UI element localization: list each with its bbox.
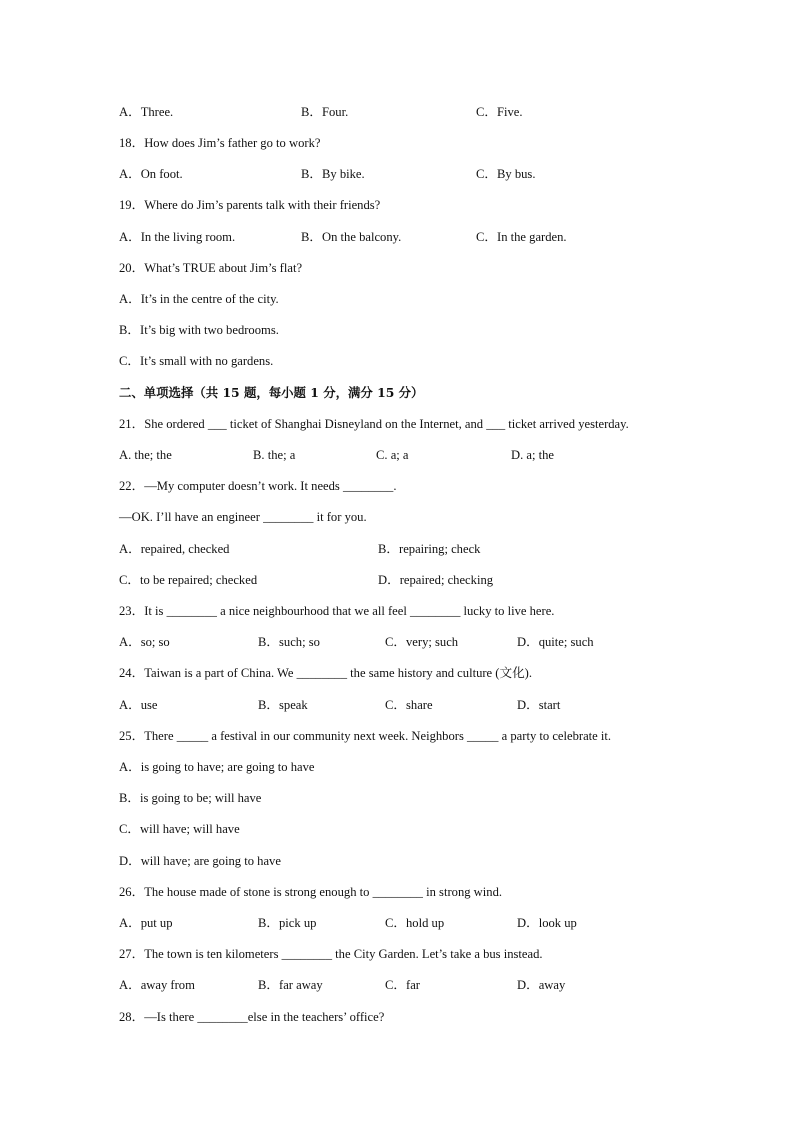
option-c: C．far xyxy=(385,978,420,992)
option-b: B. the; a xyxy=(253,448,296,462)
option-c: C．Five. xyxy=(476,105,523,119)
option-a: A．repaired, checked xyxy=(119,542,230,556)
question-18-stem: 18．How does Jim’s father go to work? xyxy=(119,136,321,150)
question-28-stem: 28．—Is there ________else in the teachers’ office? xyxy=(119,1010,385,1024)
option-c: C．very; such xyxy=(385,635,459,649)
option-c: C．By bus. xyxy=(476,167,536,181)
option-d: D．start xyxy=(517,698,561,712)
option-d: D．away xyxy=(517,978,566,992)
option-a: A．Three. xyxy=(119,105,174,119)
option-c: C. a; a xyxy=(376,448,409,462)
option-b: B．is going to be; will have xyxy=(119,791,262,805)
option-b: B．On the balcony. xyxy=(301,230,402,244)
question-20-stem: 20．What’s TRUE about Jim’s flat? xyxy=(119,261,303,275)
question-25-stem: 25．There _____ a festival in our community next week. Neighbors _____ a party to celebrate it. xyxy=(119,729,612,743)
question-26-stem: 26．The house made of stone is strong enough to ________ in strong wind. xyxy=(119,885,503,899)
option-a: A．is going to have; are going to have xyxy=(119,760,315,774)
option-b: B．repairing; check xyxy=(378,542,481,556)
option-a: A．use xyxy=(119,698,158,712)
option-c: C．share xyxy=(385,698,433,712)
option-c: C．It’s small with no gardens. xyxy=(119,354,274,368)
option-b: B．By bike. xyxy=(301,167,365,181)
option-d: D．look up xyxy=(517,916,577,930)
option-a: A．so; so xyxy=(119,635,170,649)
option-d: D．will have; are going to have xyxy=(119,854,281,868)
option-c: C．will have; will have xyxy=(119,822,240,836)
option-b: B．speak xyxy=(258,698,308,712)
option-c: C．to be repaired; checked xyxy=(119,573,258,587)
option-d: D．repaired; checking xyxy=(378,573,494,587)
question-22-dialogue: —OK. I’ll have an engineer ________ it for you. xyxy=(119,510,367,524)
option-c: C．In the garden. xyxy=(476,230,567,244)
option-a: A．It’s in the centre of the city. xyxy=(119,292,279,306)
question-23-stem: 23．It is ________ a nice neighbourhood that we all feel ________ lucky to live here. xyxy=(119,604,555,618)
question-22-stem: 22．—My computer doesn’t work. It needs ________. xyxy=(119,479,397,493)
question-24-stem: 24．Taiwan is a part of China. We ________ the same history and culture (文化). xyxy=(119,666,533,680)
option-a: A. the; the xyxy=(119,448,172,462)
option-a: A．away from xyxy=(119,978,195,992)
option-d: D．quite; such xyxy=(517,635,594,649)
section-heading: 二、单项选择（共 15 题，每小题 1 分，满分 15 分） xyxy=(119,385,424,400)
option-a: A．On foot. xyxy=(119,167,183,181)
option-c: C．hold up xyxy=(385,916,445,930)
question-27-stem: 27．The town is ten kilometers ________ the City Garden. Let’s take a bus instead. xyxy=(119,947,543,961)
option-b: B．such; so xyxy=(258,635,320,649)
option-d: D. a; the xyxy=(511,448,555,462)
option-b: B．Four. xyxy=(301,105,349,119)
option-b: B．far away xyxy=(258,978,323,992)
option-a: A．In the living room. xyxy=(119,230,236,244)
option-b: B．pick up xyxy=(258,916,317,930)
option-b: B．It’s big with two bedrooms. xyxy=(119,323,279,337)
question-21-stem: 21．She ordered ___ ticket of Shanghai Disneyland on the Internet, and ___ ticket arrived yesterday. xyxy=(119,417,629,431)
question-19-stem: 19．Where do Jim’s parents talk with their friends? xyxy=(119,198,381,212)
option-a: A．put up xyxy=(119,916,173,930)
